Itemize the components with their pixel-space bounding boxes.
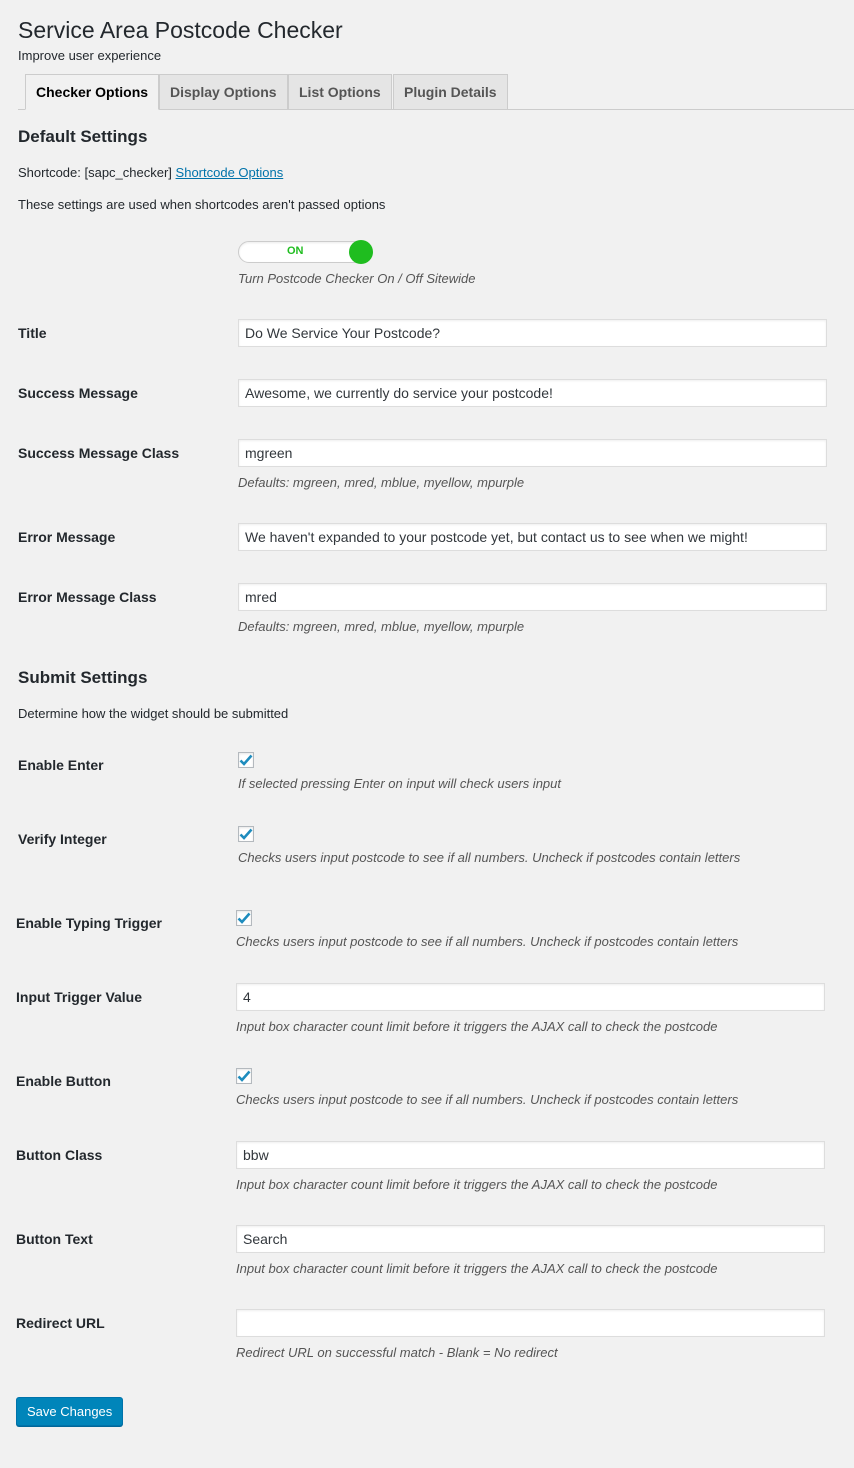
enable-button-description: Checks users input postcode to see if all numbers. Uncheck if postcodes contain letters: [236, 1092, 739, 1107]
trigger-value-description: Input box character count limit before it triggers the AJAX call to check the postcode: [236, 1019, 718, 1034]
page-title: Service Area Postcode Checker: [18, 17, 343, 43]
submit-settings-heading: Submit Settings: [18, 668, 148, 687]
error-class-description: Defaults: mgreen, mred, mblue, myellow, mpurple: [238, 619, 525, 634]
enable-enter-label: Enable Enter: [18, 757, 104, 773]
success-class-input[interactable]: [238, 439, 827, 467]
redirect-url-label: Redirect URL: [16, 1315, 105, 1331]
tab-list-options[interactable]: List Options: [288, 74, 392, 110]
tab-display-options[interactable]: Display Options: [159, 74, 288, 110]
tab-checker-options[interactable]: Checker Options: [25, 74, 159, 110]
enable-enter-checkbox[interactable]: [238, 752, 254, 768]
shortcode-options-link[interactable]: Shortcode Options: [175, 165, 284, 180]
default-settings-heading: Default Settings: [18, 127, 148, 146]
enable-typing-label: Enable Typing Trigger: [16, 915, 162, 931]
trigger-value-input[interactable]: [236, 983, 825, 1011]
error-message-input[interactable]: [238, 523, 827, 551]
error-class-input[interactable]: [238, 583, 827, 611]
error-message-label: Error Message: [18, 529, 116, 545]
button-text-input[interactable]: [236, 1225, 825, 1253]
shortcode-text: Shortcode: [sapc_checker]: [18, 165, 172, 180]
button-text-label: Button Text: [16, 1231, 93, 1247]
checkmark-icon: [239, 828, 253, 840]
page-subtitle: Improve user experience: [18, 48, 162, 63]
success-message-input[interactable]: [238, 379, 827, 407]
trigger-value-label: Input Trigger Value: [16, 989, 143, 1005]
button-class-description: Input box character count limit before it triggers the AJAX call to check the postcode: [236, 1177, 718, 1192]
success-class-label: Success Message Class: [18, 445, 180, 461]
shortcode-line: [18, 165, 283, 180]
tab-plugin-details[interactable]: Plugin Details: [393, 74, 508, 110]
default-settings-intro: These settings are used when shortcodes aren't passed options: [18, 197, 386, 212]
toggle-knob: [349, 240, 373, 264]
checkmark-icon: [239, 754, 253, 766]
title-label: Title: [18, 325, 47, 341]
button-text-description: Input box character count limit before it triggers the AJAX call to check the postcode: [236, 1261, 718, 1276]
verify-integer-label: Verify Integer: [18, 831, 107, 847]
redirect-url-input[interactable]: [236, 1309, 825, 1337]
enable-typing-description: Checks users input postcode to see if all numbers. Uncheck if postcodes contain letters: [236, 934, 739, 949]
toggle-description: Turn Postcode Checker On / Off Sitewide: [238, 271, 476, 286]
checkmark-icon: [237, 1070, 251, 1082]
button-class-input[interactable]: [236, 1141, 825, 1169]
verify-integer-description: Checks users input postcode to see if all numbers. Uncheck if postcodes contain letters: [238, 850, 741, 865]
enable-button-label: Enable Button: [16, 1073, 111, 1089]
enable-typing-checkbox[interactable]: [236, 910, 252, 926]
enable-enter-description: If selected pressing Enter on input will check users input: [238, 776, 562, 791]
verify-integer-checkbox[interactable]: [238, 826, 254, 842]
redirect-url-description: Redirect URL on successful match - Blank = No redirect: [236, 1345, 558, 1360]
success-message-label: Success Message: [18, 385, 138, 401]
title-input[interactable]: [238, 319, 827, 347]
save-changes-button[interactable]: Save Changes: [16, 1397, 123, 1426]
toggle-state-label: ON: [287, 245, 304, 257]
error-class-label: Error Message Class: [18, 589, 157, 605]
enable-button-checkbox[interactable]: [236, 1068, 252, 1084]
submit-settings-intro: Determine how the widget should be submitted: [18, 706, 289, 721]
sitewide-toggle[interactable]: [238, 241, 372, 263]
checkmark-icon: [237, 912, 251, 924]
success-class-description: Defaults: mgreen, mred, mblue, myellow, mpurple: [238, 475, 525, 490]
button-class-label: Button Class: [16, 1147, 103, 1163]
